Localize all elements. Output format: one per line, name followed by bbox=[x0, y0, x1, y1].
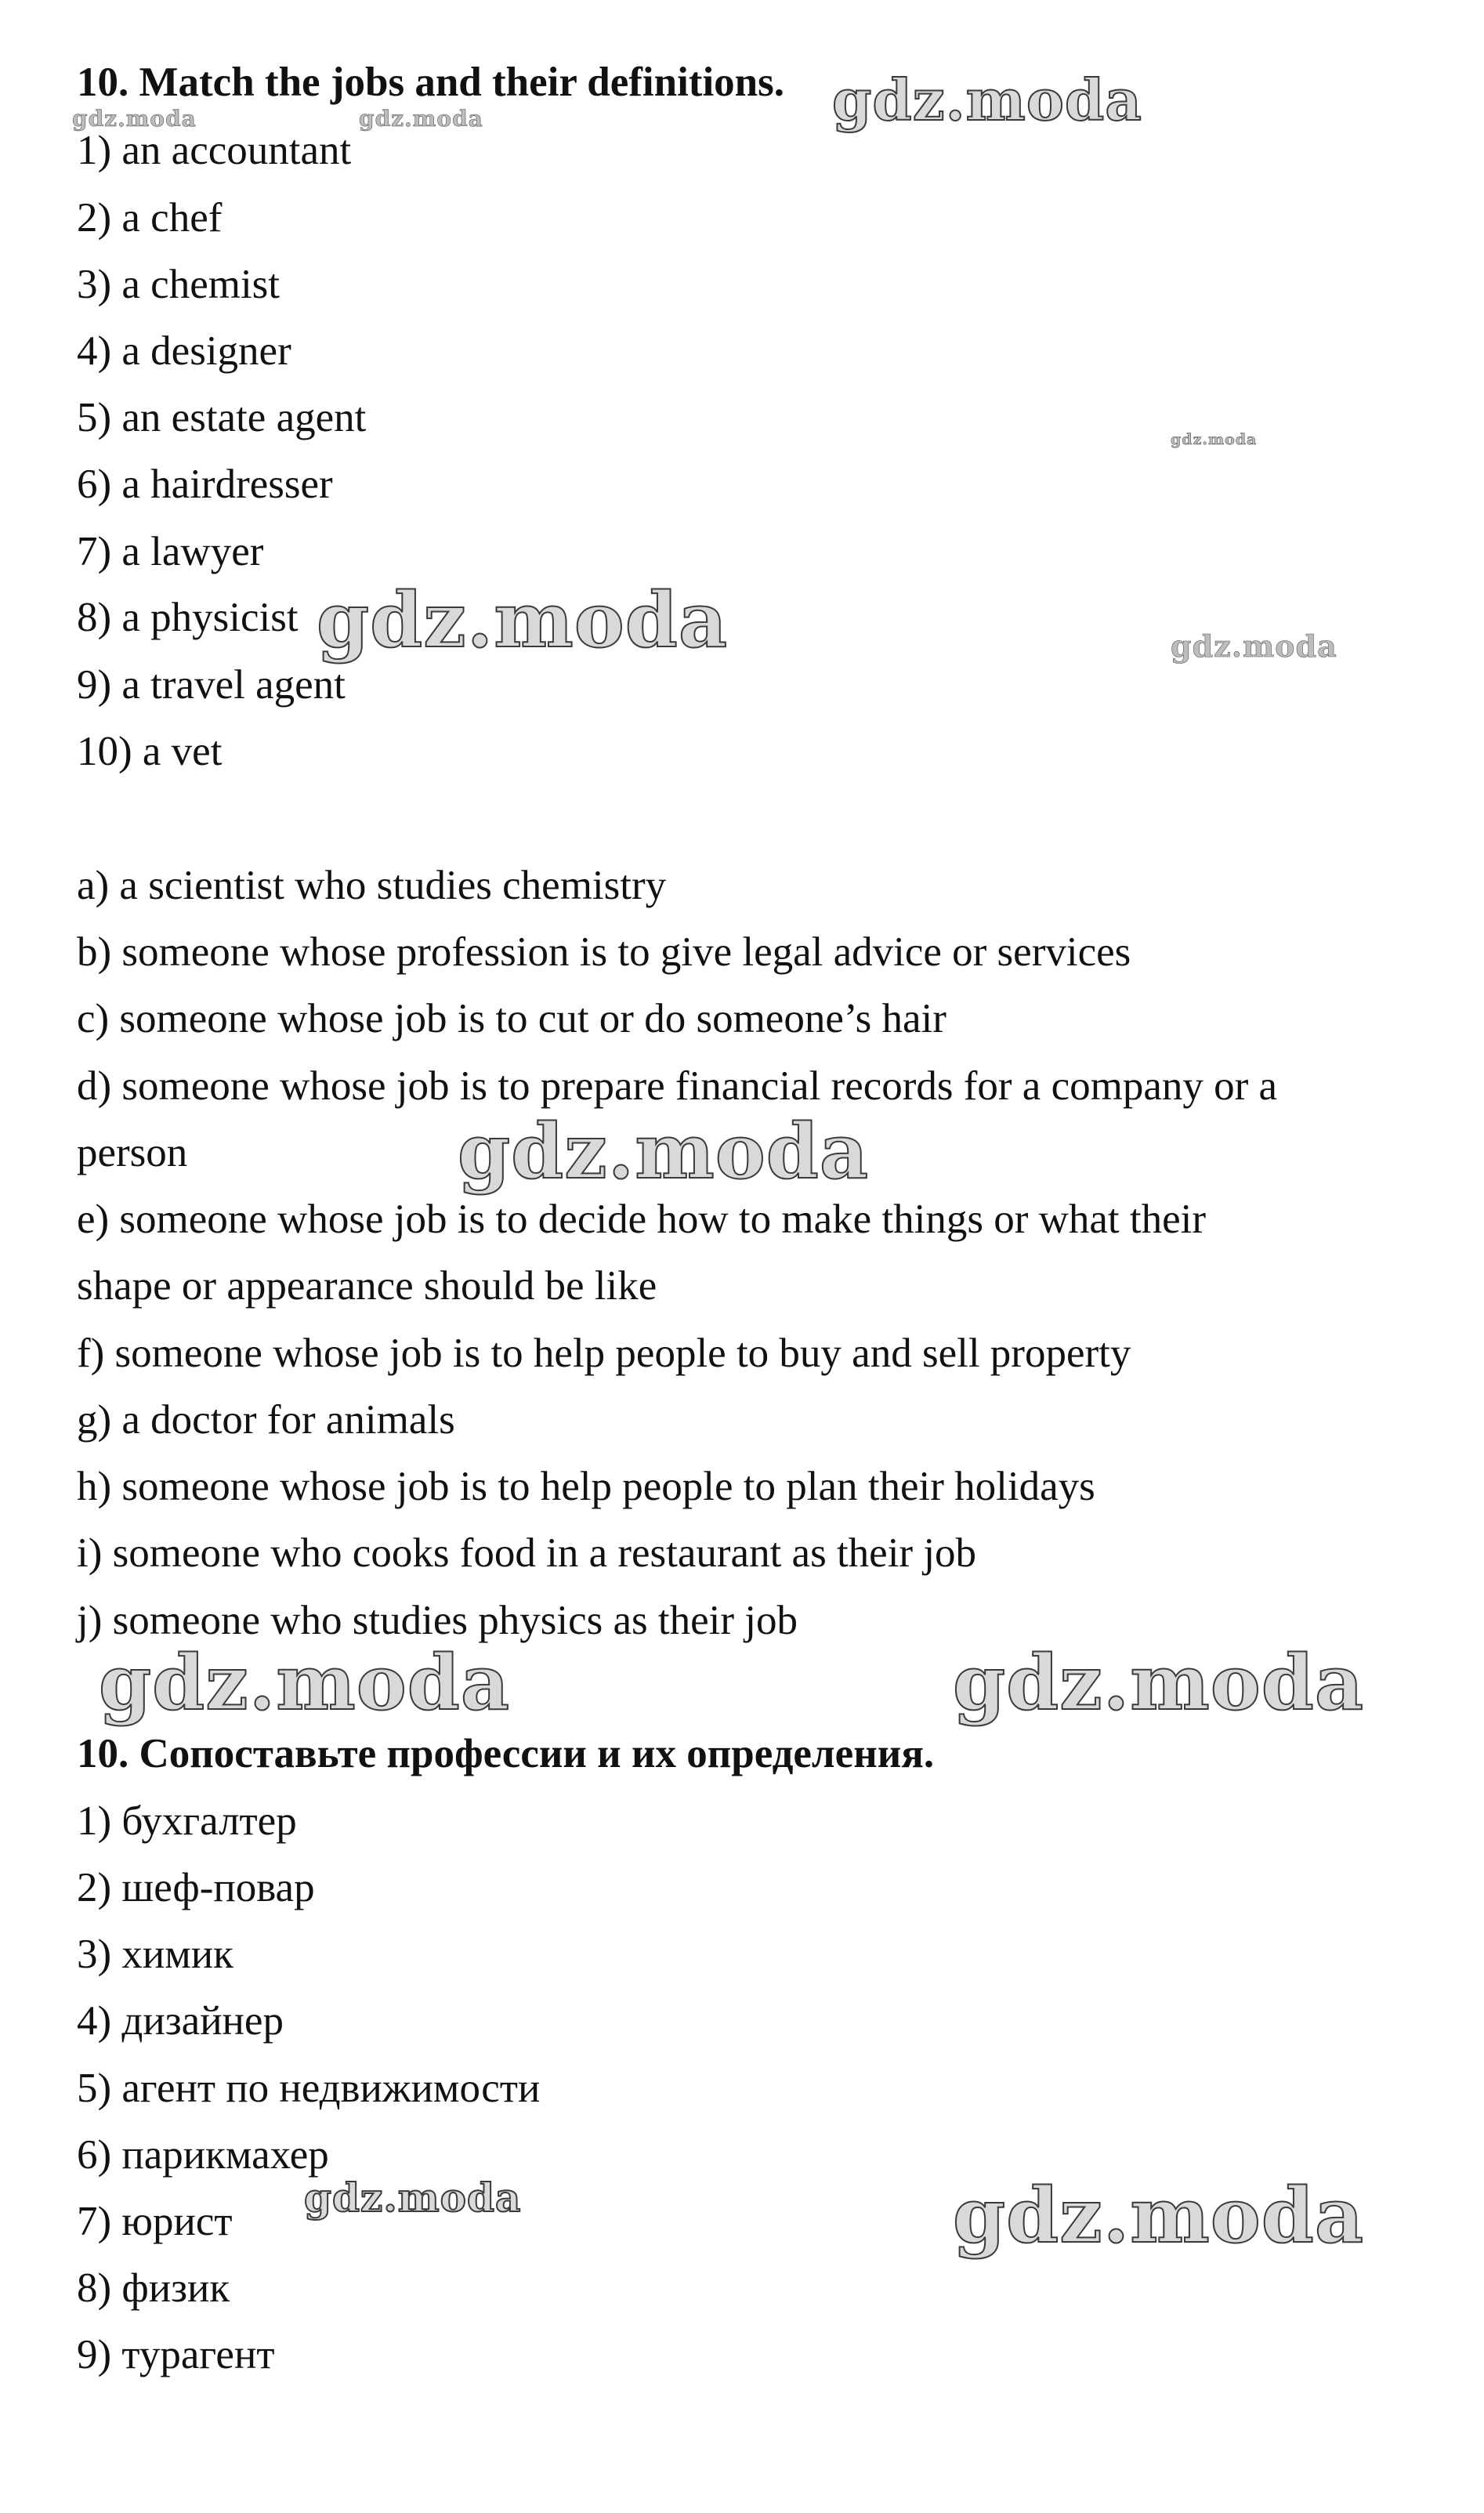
job-item-ru: 7) юрист bbox=[77, 2199, 233, 2244]
job-item-ru: 8) физик bbox=[77, 2265, 230, 2311]
definition-item: b) someone whose profession is to give legal advice or services bbox=[77, 929, 1131, 975]
watermark: gdz.moda bbox=[953, 2171, 1365, 2260]
exercise-title-ru: 10. Сопоставьте профессии и их определения. bbox=[77, 1731, 935, 1776]
definition-item: a) a scientist who studies chemistry bbox=[77, 863, 667, 908]
job-item: 10) a vet bbox=[77, 729, 223, 774]
watermark: gdz.moda bbox=[317, 576, 729, 664]
watermark: gdz.moda bbox=[72, 106, 197, 132]
job-item-ru: 6) парикмахер bbox=[77, 2132, 329, 2178]
job-item: 7) a lawyer bbox=[77, 529, 264, 574]
job-item: 2) a chef bbox=[77, 195, 223, 241]
job-item: 8) a physicist bbox=[77, 595, 299, 640]
job-item-ru: 5) агент по недвижимости bbox=[77, 2066, 541, 2111]
definition-item: c) someone whose job is to cut or do someone’s hair bbox=[77, 996, 947, 1041]
definition-item: h) someone whose job is to help people to plan their holidays bbox=[77, 1464, 1095, 1509]
definition-item-continued: person bbox=[77, 1130, 188, 1175]
job-item-ru: 1) бухгалтер bbox=[77, 1798, 297, 1844]
definition-item: g) a doctor for animals bbox=[77, 1397, 455, 1443]
job-item: 1) an accountant bbox=[77, 128, 352, 173]
definition-item: e) someone whose job is to decide how to make things or what their bbox=[77, 1197, 1206, 1242]
job-item-ru: 2) шеф-повар bbox=[77, 1865, 315, 1910]
watermark: gdz.moda bbox=[458, 1107, 870, 1196]
definition-item: d) someone whose job is to prepare financial records for a company or a bbox=[77, 1063, 1278, 1109]
watermark: gdz.moda bbox=[359, 106, 483, 132]
watermark: gdz.moda bbox=[304, 2174, 522, 2221]
job-item-ru: 4) дизайнер bbox=[77, 1998, 284, 2044]
watermark: gdz.moda bbox=[1171, 628, 1337, 664]
definition-item: j) someone who studies physics as their job bbox=[77, 1598, 798, 1643]
definition-item: f) someone whose job is to help people to buy and sell property bbox=[77, 1331, 1131, 1376]
job-item-ru: 9) турагент bbox=[77, 2332, 275, 2377]
job-item: 3) a chemist bbox=[77, 262, 281, 307]
watermark: gdz.moda bbox=[1171, 431, 1258, 448]
job-item: 4) a designer bbox=[77, 328, 291, 374]
exercise-title-en: 10. Match the jobs and their definitions. bbox=[77, 60, 785, 105]
watermark: gdz.moda bbox=[99, 1639, 511, 1727]
job-item-ru: 3) химик bbox=[77, 1932, 233, 1977]
job-item: 9) a travel agent bbox=[77, 662, 346, 708]
definition-item-continued: shape or appearance should be like bbox=[77, 1263, 657, 1309]
job-item: 6) a hairdresser bbox=[77, 462, 333, 507]
definition-item: i) someone who cooks food in a restaurant as their job bbox=[77, 1530, 977, 1576]
watermark: gdz.moda bbox=[832, 67, 1142, 133]
job-item: 5) an estate agent bbox=[77, 395, 367, 440]
watermark: gdz.moda bbox=[953, 1639, 1365, 1727]
